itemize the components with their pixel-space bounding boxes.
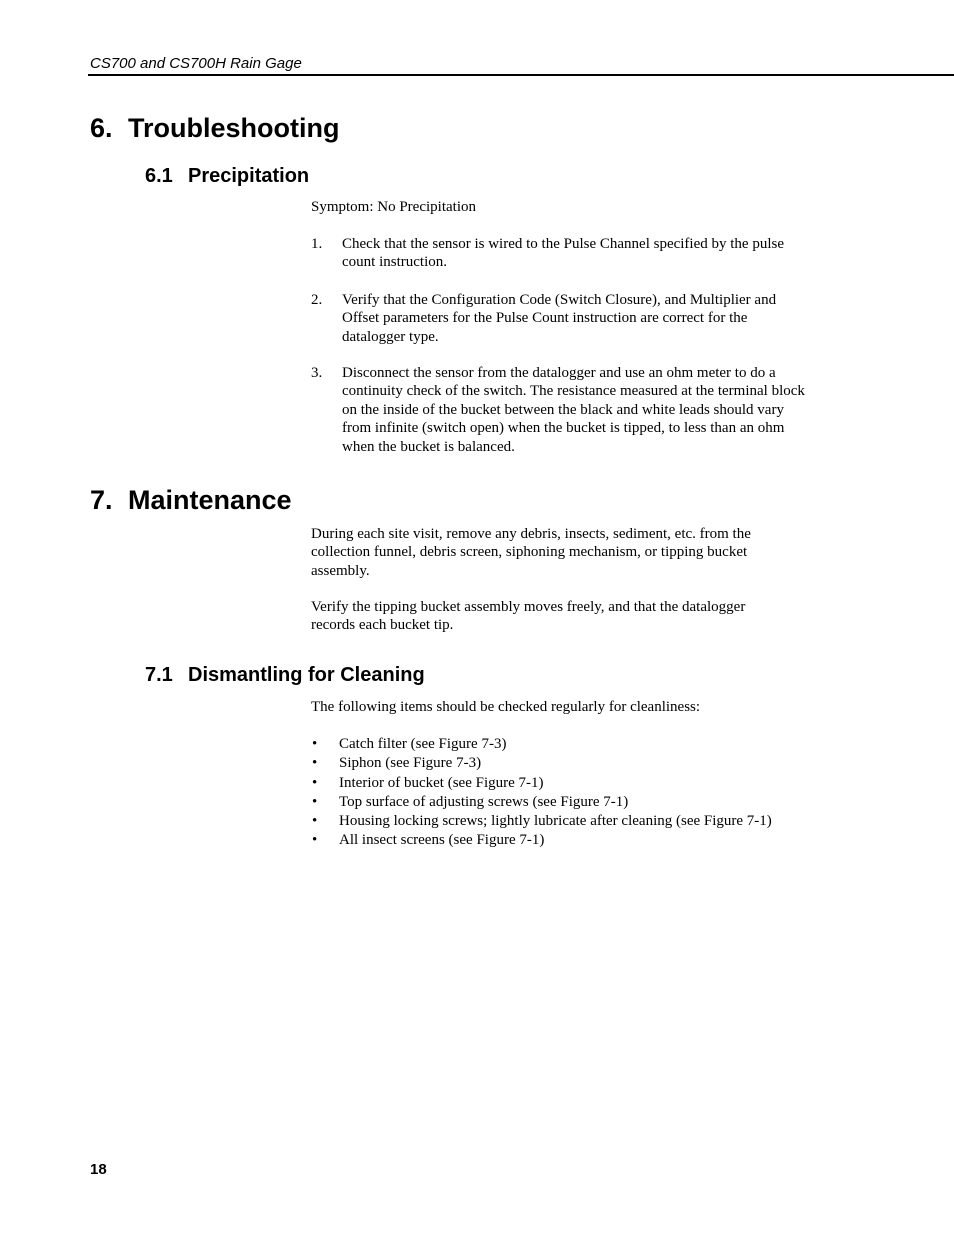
maintenance-paragraph: During each site visit, remove any debris, insects, sediment, etc. from the collection funnel, debris screen, siphoning mechanism, or tipping bucket assembly. [311,526,751,579]
list-item-text: Catch filter (see Figure 7-3) [339,736,507,752]
section-6-number: 6. [90,113,113,143]
step-number: 1. [311,236,323,252]
bullet-icon: • [312,832,318,849]
step-text: Verify that the Configuration Code (Switch Closure), and Multiplier and Offset parameters for the Pulse Count instruction are correct for the datalogger type. [342,292,777,345]
list-item [311,754,831,773]
bullet-icon: • [312,755,318,772]
symptom-text: Symptom: No Precipitation [311,199,476,215]
list-item [311,364,811,456]
section-7-1-title: Dismantling for Cleaning [188,664,425,686]
section-6-title: Troubleshooting [128,113,340,143]
list-item-text: Interior of bucket (see Figure 7-1) [339,774,544,791]
section-7-number: 7. [90,485,113,515]
cleaning-intro: The following items should be checked regularly for cleanliness: [311,699,701,715]
bullet-icon: • [312,793,318,810]
section-7-title: Maintenance [128,485,292,515]
section-7-1-heading [145,663,425,687]
section-6-heading [90,112,339,144]
list-item-text: Housing locking screws; lightly lubricate after cleaning (see Figure 7-1) [339,813,772,830]
list-item [311,831,831,850]
step-text: Disconnect the sensor from the datalogger and use an ohm meter to do a continuity check of the switch. The resistance measured at the terminal block on the inside of the bucket between the black and white leads should vary from infinite (switch open) when the bucket is tipped, to less than an ohm when the bucket is balanced. [342,365,805,455]
list-item [311,291,811,346]
list-item [311,812,831,831]
list-item-text: Siphon (see Figure 7-3) [339,755,482,772]
bullet-icon: • [312,774,318,791]
step-number: 2. [311,292,323,308]
list-item-text: Top surface of adjusting screws (see Figure 7-1) [339,793,629,810]
list-item [311,774,831,793]
bullet-icon: • [312,736,318,752]
step-number: 3. [311,365,323,381]
list-item [311,735,831,754]
page-number: 18 [90,1161,107,1178]
section-7-1-number: 7.1 [145,664,173,686]
section-6-1-heading [145,164,309,188]
section-6-1-number: 6.1 [145,165,173,187]
maintenance-paragraph: Verify the tipping bucket assembly moves freely, and that the datalogger records each bucket tip. [311,599,746,634]
list-item [311,793,831,812]
step-text: Check that the sensor is wired to the Pulse Channel specified by the pulse count instruction. [342,236,784,271]
list-item [311,235,811,272]
list-item-text: All insect screens (see Figure 7-1) [339,832,545,849]
section-6-1-title: Precipitation [188,165,310,187]
header-rule [88,74,954,76]
bullet-icon: • [312,813,318,830]
section-7-heading [90,484,292,516]
running-header: CS700 and CS700H Rain Gage [90,55,302,72]
cleaning-items-list [311,735,831,851]
